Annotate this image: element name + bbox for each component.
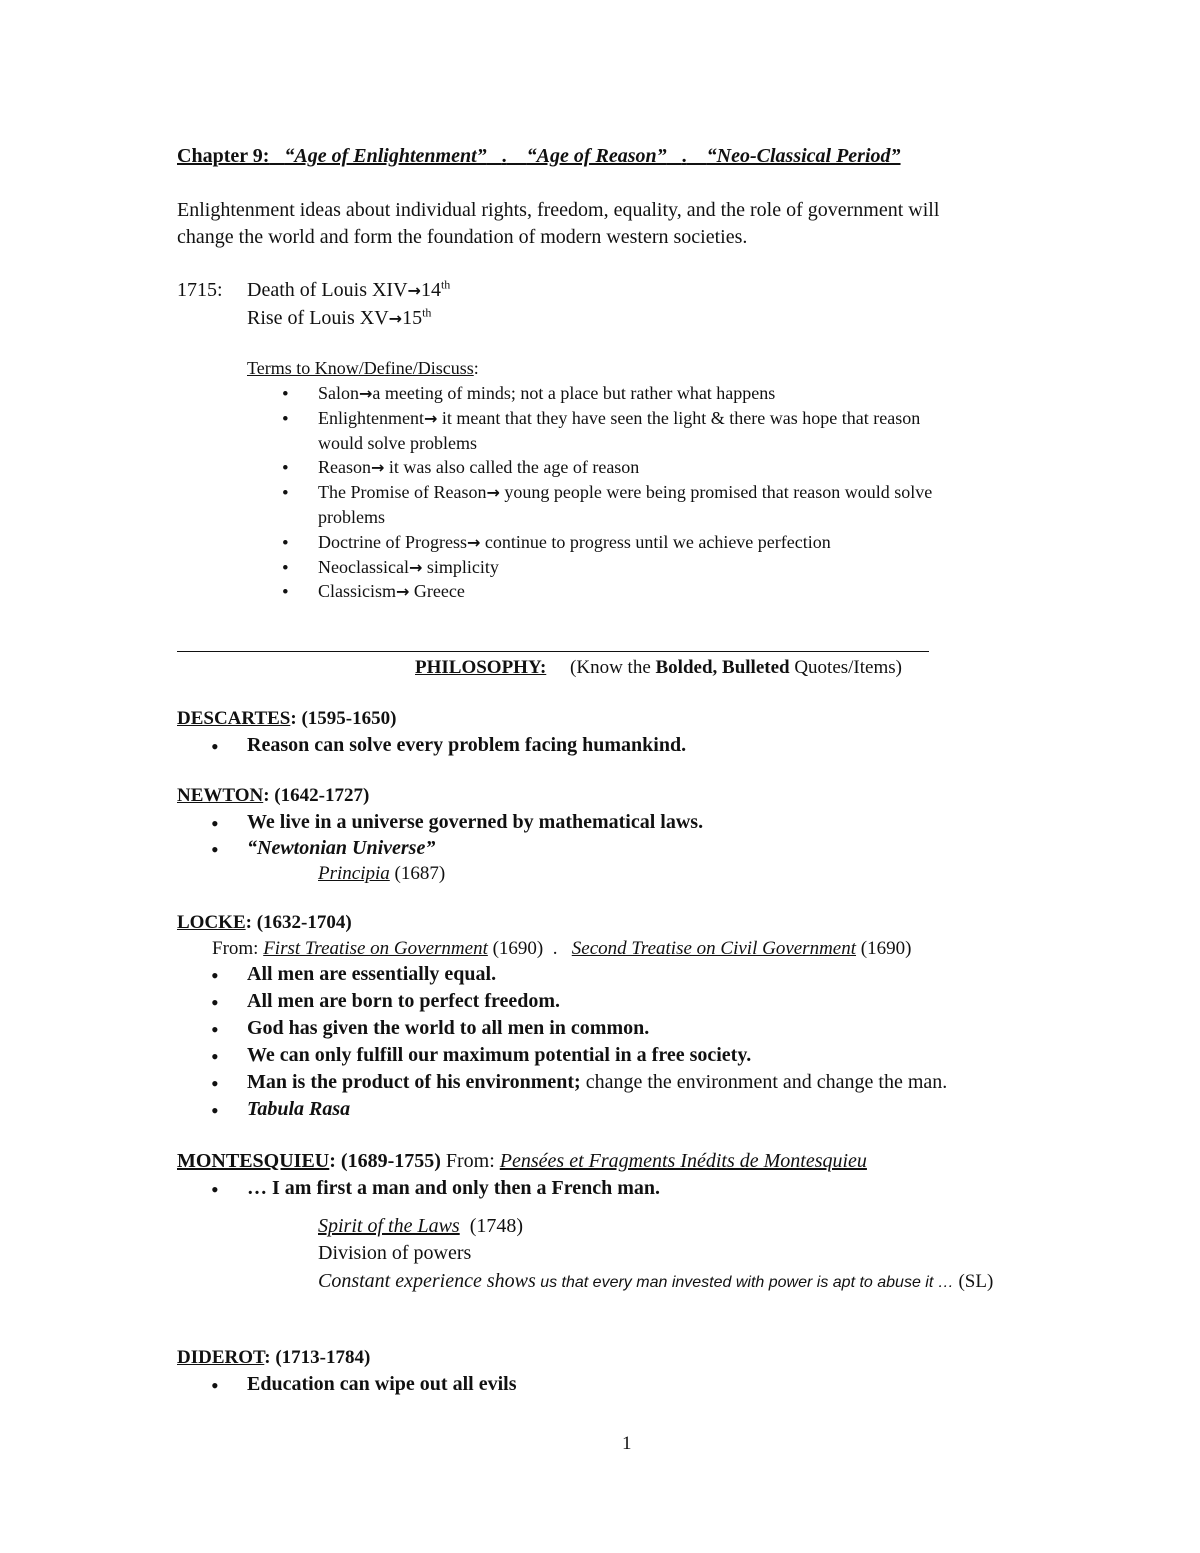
- bullet-icon: •: [282, 533, 289, 554]
- bullet-icon: •: [211, 1177, 219, 1202]
- philosophy-label: PHILOSOPHY:: [415, 657, 547, 678]
- death-ordinal: 14: [420, 279, 441, 301]
- bullet-icon: •: [211, 963, 219, 988]
- montesquieu-quote: … I am first a man and only then a French man.: [247, 1177, 660, 1199]
- quote-part: Constant experience shows: [318, 1270, 536, 1292]
- bullet-icon: •: [282, 582, 289, 603]
- arrow-right-icon: →: [423, 409, 438, 428]
- philosophy-note-end: Quotes/Items): [789, 657, 902, 678]
- chapter-heading: [177, 145, 901, 168]
- bullet-icon: •: [282, 483, 289, 504]
- philosophy-note-start: (Know the: [570, 657, 656, 678]
- work-title: First Treatise on Government: [263, 938, 488, 959]
- philosophy-heading: [415, 657, 902, 679]
- arrow-right-icon: →: [407, 281, 421, 300]
- philosophy-note-bold: Bolded, Bulleted: [655, 657, 790, 678]
- philosopher-name: MONTESQUIEU: [177, 1150, 330, 1172]
- philosopher-dates: : (1713-1784): [264, 1347, 371, 1368]
- page-number: 1: [622, 1433, 632, 1454]
- work-year: (1690): [856, 938, 912, 959]
- death-text: Death of Louis XIV: [247, 279, 408, 301]
- timeline-death: [247, 279, 450, 302]
- term-item: [318, 383, 775, 404]
- term-name: Reason: [318, 457, 371, 477]
- environment-rest: change the environment and change the man.: [580, 1071, 948, 1093]
- bullet-icon: •: [282, 409, 289, 430]
- philosopher-name: DESCARTES: [177, 708, 291, 729]
- term-item: [318, 408, 920, 429]
- work-year: (1687): [389, 863, 446, 884]
- diderot-quote: Education can wipe out all evils: [247, 1373, 517, 1395]
- quote-source: (SL): [953, 1271, 994, 1292]
- term-item: [318, 457, 639, 478]
- arrow-right-icon: →: [359, 384, 373, 403]
- bullet-icon: •: [211, 734, 219, 759]
- arrow-right-icon: →: [486, 483, 500, 502]
- rise-ordinal-suffix: th: [422, 305, 432, 320]
- quote-part: us that every man invested with power is apt to abuse it …: [535, 1274, 954, 1291]
- locke-quote: God has given the world to all men in common.: [247, 1017, 650, 1039]
- term-item: [318, 581, 465, 602]
- title-separator: .: [681, 145, 687, 167]
- term-definition: continue to progress until we achieve perfection: [480, 532, 831, 552]
- term-definition-continued: problems: [318, 507, 385, 527]
- term-name: Doctrine of Progress: [318, 532, 467, 552]
- philosopher-name: DIDEROT: [177, 1347, 265, 1368]
- work-title: Spirit of the Laws: [318, 1215, 460, 1237]
- newton-universe: “Newtonian Universe”: [247, 837, 436, 859]
- bullet-icon: •: [211, 837, 219, 862]
- bullet-icon: •: [211, 1373, 219, 1398]
- chapter-title-reason: “Age of Reason”: [526, 145, 667, 167]
- locke-tabula-rasa: Tabula Rasa: [247, 1098, 351, 1120]
- bullet-icon: •: [211, 1017, 219, 1042]
- terms-heading-text: Terms to Know/Define/Discuss: [247, 358, 474, 378]
- bullet-icon: •: [282, 458, 289, 479]
- term-name: The Promise of Reason: [318, 482, 487, 502]
- from-label: From:: [212, 938, 264, 959]
- chapter-title-enlightenment: “Age of Enlightenment”: [284, 145, 487, 167]
- term-item: [318, 482, 932, 503]
- locke-quote: We can only fulfill our maximum potential in a free society.: [247, 1044, 752, 1066]
- timeline-year: 1715:: [177, 279, 223, 301]
- locke-environment: [247, 1071, 947, 1094]
- title-separator: .: [501, 145, 507, 167]
- term-name: Enlightenment: [318, 408, 424, 428]
- bullet-icon: •: [282, 384, 289, 405]
- term-name: Neoclassical: [318, 557, 409, 577]
- newton-quote: We live in a universe governed by mathematical laws.: [247, 811, 704, 833]
- philosopher-name: LOCKE: [177, 912, 246, 933]
- death-ordinal-suffix: th: [440, 277, 451, 292]
- locke-quote: All men are essentially equal.: [247, 963, 497, 985]
- bullet-icon: •: [211, 1098, 219, 1123]
- newton-heading: [177, 785, 369, 807]
- bullet-icon: •: [211, 1071, 219, 1096]
- environment-bold: Man is the product of his environment;: [247, 1071, 581, 1093]
- term-item: [318, 532, 831, 553]
- newton-work: [318, 863, 445, 885]
- chapter-title-neoclassical: “Neo-Classical Period”: [706, 145, 901, 167]
- term-name: Salon: [318, 383, 360, 403]
- terms-heading: [247, 358, 479, 379]
- descartes-quote: Reason can solve every problem facing humankind.: [247, 734, 687, 756]
- arrow-right-icon: →: [396, 582, 410, 601]
- montesquieu-heading: [177, 1150, 867, 1173]
- philosopher-dates: : (1642-1727): [263, 785, 370, 806]
- intro-line-1: Enlightenment ideas about individual rights, freedom, equality, and the role of government will: [177, 199, 940, 221]
- term-definition: it meant that they have seen the light & there was hope that reason: [437, 408, 921, 428]
- term-definition-continued: would solve problems: [318, 433, 477, 453]
- timeline-rise: [247, 307, 431, 330]
- work-title: Pensées et Fragments Inédits de Montesquieu: [499, 1150, 867, 1172]
- philosopher-dates: : (1632-1704): [245, 912, 352, 933]
- arrow-right-icon: →: [371, 458, 385, 477]
- bullet-icon: •: [211, 990, 219, 1015]
- work-year: (1690) .: [487, 938, 572, 959]
- term-item: [318, 557, 499, 578]
- locke-heading: [177, 912, 352, 934]
- work-year: (1748): [459, 1215, 524, 1237]
- locke-quote: All men are born to perfect freedom.: [247, 990, 561, 1012]
- horizontal-rule: [177, 651, 929, 652]
- work-title: Principia: [318, 863, 390, 884]
- locke-sources: [212, 938, 911, 960]
- montesquieu-spirit: [318, 1215, 523, 1238]
- term-definition: simplicity: [422, 557, 499, 577]
- arrow-right-icon: →: [466, 533, 481, 552]
- chapter-label: Chapter 9:: [177, 145, 270, 167]
- montesquieu-division: Division of powers: [318, 1242, 472, 1264]
- bullet-icon: •: [211, 1044, 219, 1069]
- term-definition: it was also called the age of reason: [384, 457, 640, 477]
- diderot-heading: [177, 1347, 370, 1369]
- term-definition: a meeting of minds; not a place but rather what happens: [372, 383, 776, 403]
- philosopher-name: NEWTON: [177, 785, 264, 806]
- term-definition: Greece: [409, 581, 465, 601]
- term-definition: young people were being promised that reason would solve: [499, 482, 933, 502]
- term-name: Classicism: [318, 581, 397, 601]
- arrow-right-icon: →: [388, 309, 403, 328]
- philosopher-dates: : (1689-1755): [329, 1150, 441, 1172]
- arrow-right-icon: →: [408, 558, 423, 577]
- work-title: Second Treatise on Civil Government: [571, 938, 857, 959]
- intro-line-2: change the world and form the foundation of modern western societies.: [177, 226, 748, 248]
- descartes-heading: [177, 708, 396, 730]
- terms-heading-colon: :: [473, 358, 479, 378]
- philosopher-dates: : (1595-1650): [290, 708, 397, 729]
- rise-ordinal: 15: [402, 307, 423, 329]
- from-label: From:: [440, 1150, 500, 1172]
- rise-text: Rise of Louis XV: [247, 307, 389, 329]
- bullet-icon: •: [211, 811, 219, 836]
- montesquieu-constant-quote: [318, 1270, 993, 1293]
- bullet-icon: •: [282, 558, 289, 579]
